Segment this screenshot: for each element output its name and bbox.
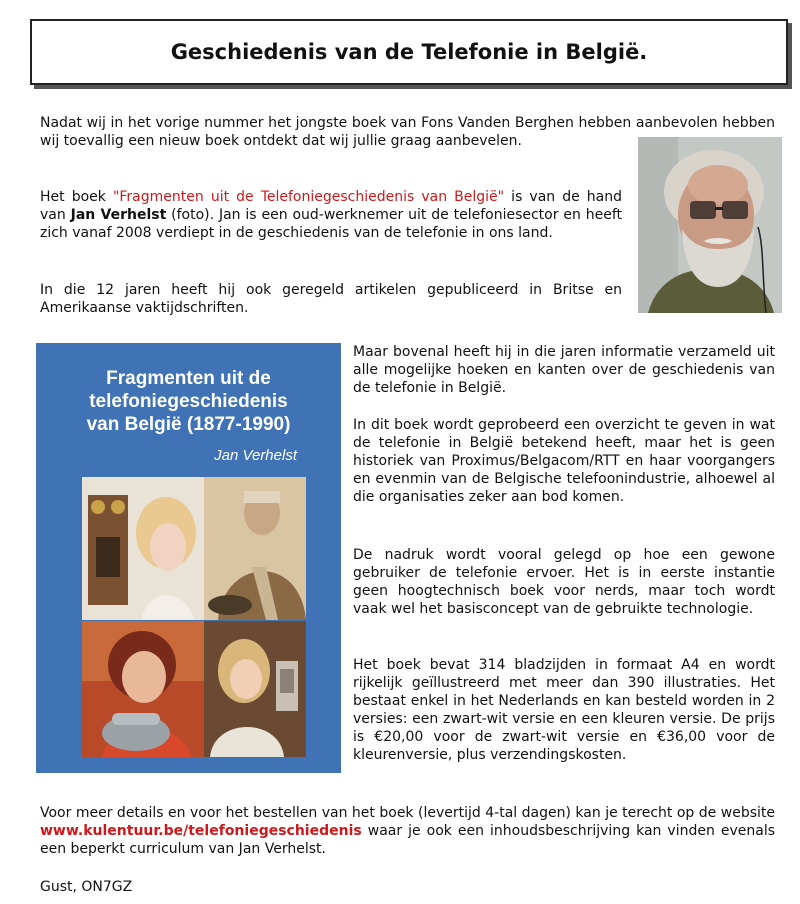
cover-title-line-3: van België (1877-1990) bbox=[86, 414, 291, 435]
title-box bbox=[30, 19, 788, 85]
body-paragraph-1 bbox=[353, 343, 775, 397]
cover-image-man-on-phone bbox=[204, 477, 306, 620]
body-paragraph-4 bbox=[353, 656, 775, 764]
cover-image-woman-grey-phone bbox=[82, 621, 204, 757]
cover-title-line-1: Fragmenten uit de bbox=[106, 368, 271, 389]
body-paragraph-2 bbox=[353, 416, 775, 506]
body-paragraph-5 bbox=[40, 804, 775, 858]
intro-text-2c: (foto). Jan is een oud-werknemer uit de telefoniesector en heeft zich vanaf 2008 verdiept in de geschiedenis van de telefonie in ons land. bbox=[40, 207, 622, 241]
signature bbox=[40, 878, 340, 896]
cover-title-line-2: telefoniegeschiedenis bbox=[89, 391, 288, 412]
intro-paragraph-2 bbox=[40, 188, 622, 242]
intro-text-2a: Het boek bbox=[40, 189, 113, 205]
author-name: Jan Verhelst bbox=[70, 207, 167, 223]
body-text-1: Maar bovenal heeft hij in die jaren informatie verzameld uit alle mogelijke hoeken en kanten over de geschiedenis van de telefonie in België. bbox=[353, 344, 775, 396]
website-link[interactable]: www.kulentuur.be/telefoniegeschiedenis bbox=[40, 823, 362, 839]
book-cover bbox=[36, 343, 341, 773]
body-text-2: In dit boek wordt geprobeerd een overzicht te geven in wat de telefonie in België betekend heeft, maar het is geen historiek van Proximus/Belgacom/RTT en haar voorgangers en evenmin van de Belgische telefoonindustrie, alhoewel al die organisaties zeker aan bod komen. bbox=[353, 417, 775, 505]
book-cover-title bbox=[36, 367, 341, 436]
book-title-reference: "Fragmenten uit de Telefoniegeschiedenis van België" bbox=[112, 189, 505, 205]
signature-text: Gust, ON7GZ bbox=[40, 879, 133, 895]
body-paragraph-3 bbox=[353, 546, 775, 618]
intro-paragraph-3 bbox=[40, 281, 622, 317]
intro-text-3: In die 12 jaren heeft hij ook geregeld artikelen gepubliceerd in Britse en Amerikaanse vaktijdschriften. bbox=[40, 282, 622, 316]
cover-image-woman-wall-phone bbox=[204, 621, 306, 757]
author-portrait-image bbox=[638, 137, 782, 313]
body-text-3: De nadruk wordt vooral gelegd op hoe een gewone gebruiker de telefonie ervoer. Het is in eerste instantie geen hoogtechnisch boek voor nerds, maar toch wordt vaak wel het basisconcept van de gebruikte technologie. bbox=[353, 547, 775, 617]
cover-image-vintage-phone bbox=[82, 477, 204, 620]
author-photo bbox=[638, 137, 782, 313]
page-title: Geschiedenis van de Telefonie in België. bbox=[170, 40, 648, 64]
book-cover-author: Jan Verhelst bbox=[214, 447, 297, 464]
body-text-5b: waar je ook een inhoudsbeschrijving kan vinden evenals een beperkt curriculum van Jan Verhelst. bbox=[40, 823, 775, 857]
body-text-4: Het boek bevat 314 bladzijden in formaat A4 en wordt rijkelijk geïllustreerd met meer dan 390 illustraties. Het bestaat enkel in het Nederlands en kan besteld worden in 2 versies: een zwart-wit versie en een kleuren versie. De prijs is €20,00 voor de zwart-wit versie en €36,00 voor de kleurenversie, plus verzendingskosten. bbox=[353, 657, 775, 763]
intro-text-2b: is van de hand van bbox=[40, 189, 623, 223]
body-text-5a: Voor meer details en voor het bestellen van het boek (levertijd 4-tal dagen) kan je terecht op de website bbox=[40, 805, 775, 821]
intro-text-1: Nadat wij in het vorige nummer het jongste boek van Fons Vanden Berghen hebben aanbevolen hebben wij toevallig een nieuw boek ontdekt dat wij jullie graag aanbevelen. bbox=[40, 115, 775, 149]
